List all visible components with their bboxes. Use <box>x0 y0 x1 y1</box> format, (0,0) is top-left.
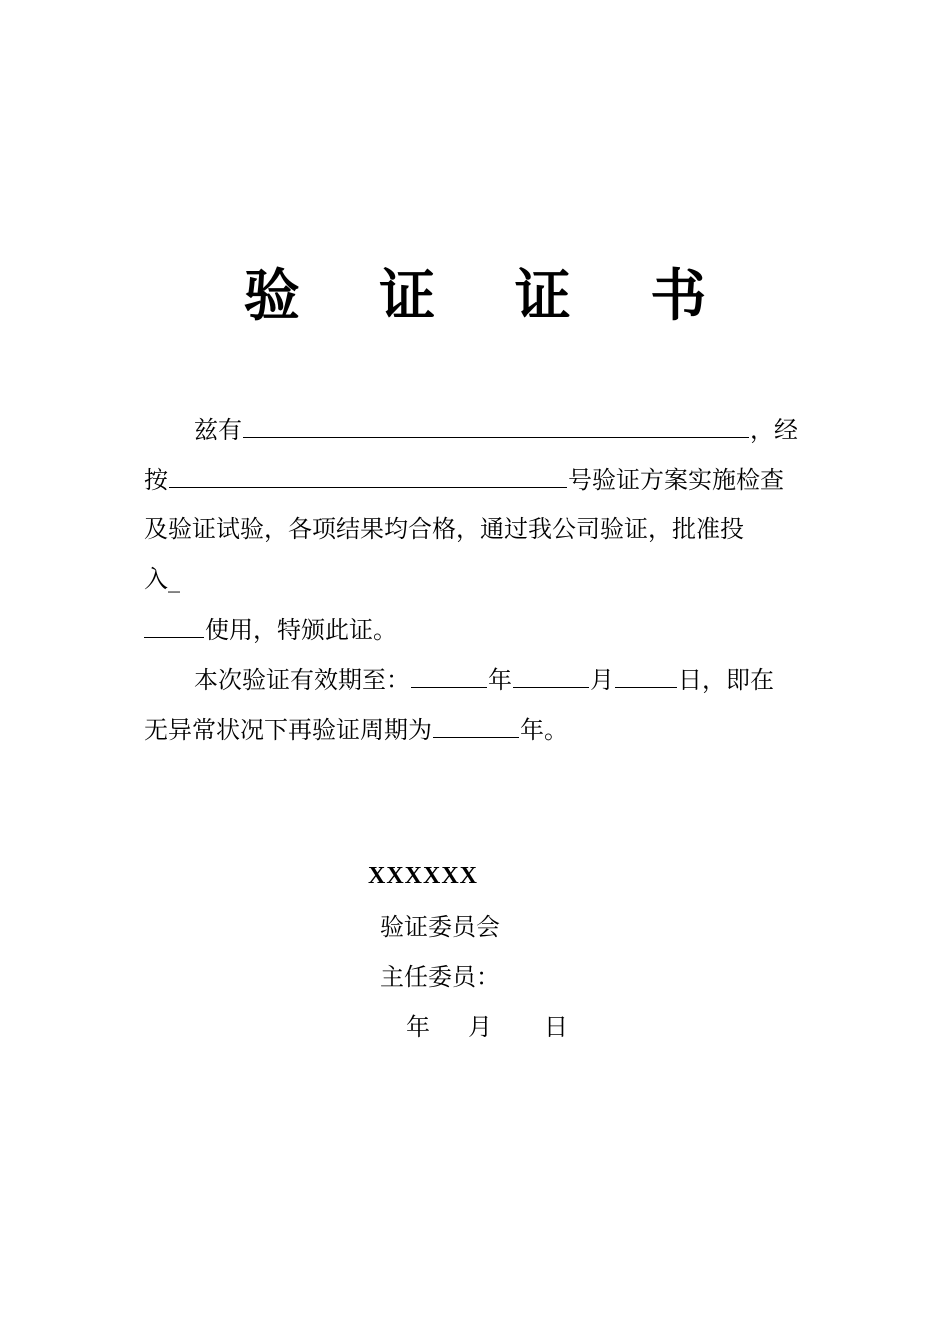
para2-l2-suffix: 年。 <box>520 716 568 744</box>
blank-valid-year[interactable] <box>411 663 487 688</box>
para2-day-suffix: 日，即在 <box>678 666 774 694</box>
blank-plan-number[interactable] <box>169 463 567 488</box>
para1-line3: 及验证试验，各项结果均合格，通过我公司验证，批准投 <box>144 515 744 543</box>
para2-line1 <box>194 663 774 696</box>
para1-line2 <box>144 463 784 496</box>
para1-l2-suffix: 号验证方案实施检查 <box>568 466 784 494</box>
blank-revalidation-period[interactable] <box>433 713 519 738</box>
blank-valid-day[interactable] <box>615 663 677 688</box>
para2-line2 <box>144 713 568 746</box>
para2-l2-prefix: 无异常状况下再验证周期为 <box>144 716 432 744</box>
sig-day-label: 日 <box>544 1013 568 1041</box>
signature-date <box>406 1011 568 1043</box>
para2-year-label: 年 <box>488 666 512 694</box>
para1-l1-prefix: 兹有 <box>194 416 242 444</box>
organization-name: XXXXXX <box>368 863 478 889</box>
para1-line4: 入_ <box>144 565 180 593</box>
para1-l2-prefix: 按 <box>144 466 168 494</box>
blank-usage[interactable] <box>144 613 204 638</box>
blank-valid-month[interactable] <box>513 663 589 688</box>
page-title: 验 证 证 书 <box>243 264 737 329</box>
para1-line5 <box>144 613 397 646</box>
para1-line1 <box>194 413 798 446</box>
chair-label: 主任委员： <box>380 963 500 991</box>
para1-l1-suffix: ，经 <box>750 416 798 444</box>
blank-subject[interactable] <box>243 413 749 438</box>
para2-l1-prefix: 本次验证有效期至： <box>194 666 410 694</box>
para2-month-label: 月 <box>590 666 614 694</box>
committee-name: 验证委员会 <box>380 913 500 941</box>
para1-l5-suffix: 使用，特颁此证。 <box>205 616 397 644</box>
sig-month-label: 月 <box>468 1013 492 1041</box>
sig-year-label: 年 <box>406 1013 430 1041</box>
